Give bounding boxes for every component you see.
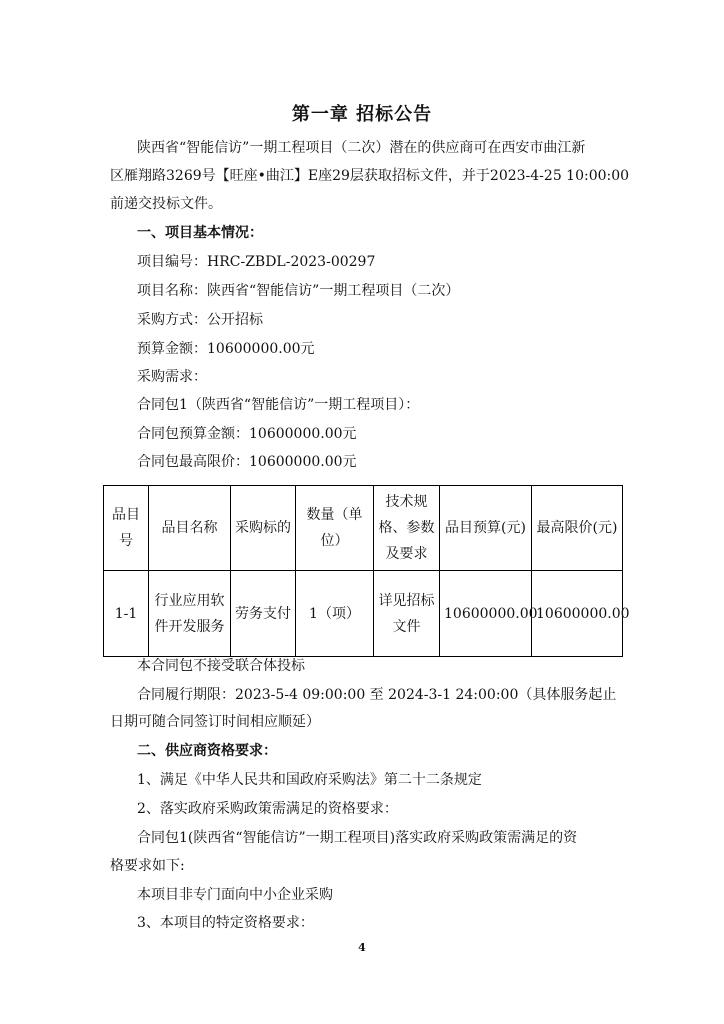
table-cell: 详见招标文件 — [374, 571, 440, 657]
intro-line-1: 陕西省“智能信访”一期工程项目（二次）潜在的供应商可在西安市曲江新 — [137, 140, 586, 156]
header-cell: 采购标的 — [231, 486, 296, 571]
requirement-2-detail: 本项目非专门面向中小企业采购 — [137, 887, 333, 903]
intro-line-3: 前递交投标文件。 — [110, 196, 222, 212]
table-cell: 10600000.00 — [440, 571, 532, 657]
package-max-price: 合同包最高限价：10600000.00元 — [137, 454, 357, 470]
section-heading-project-info: 一、项目基本情况： — [137, 225, 263, 241]
requirement-1: 1、满足《中华人民共和国政府采购法》第二十二条规定 — [137, 772, 482, 788]
no-consortium-note: 本合同包不接受联合体投标 — [137, 658, 305, 674]
table-cell: 1（项） — [296, 571, 374, 657]
contract-period-line-2: 日期可随合同签订时间相应顺延） — [110, 714, 320, 730]
header-cell: 品目名称 — [149, 486, 231, 571]
requirement-3: 3、本项目的特定资格要求： — [137, 915, 314, 931]
package-budget: 合同包预算金额：10600000.00元 — [137, 426, 357, 442]
requirement-2: 2、落实政府采购政策需满足的资格要求： — [137, 801, 398, 817]
table-header-row — [104, 486, 623, 571]
chapter-title: 第一章 招标公告 — [291, 104, 433, 125]
budget-amount: 预算金额：10600000.00元 — [137, 341, 315, 357]
header-cell: 最高限价(元) — [532, 486, 623, 571]
table-cell: 行业应用软件开发服务 — [149, 571, 231, 657]
table-row — [104, 571, 623, 657]
contract-period-line-1: 合同履行期限：2023-5-4 09:00:00 至 2024-3-1 24:00:00（具体服务起止 — [137, 687, 617, 703]
items-table — [103, 485, 630, 657]
procurement-method: 采购方式：公开招标 — [137, 312, 263, 328]
requirement-2-line-1: 合同包1(陕西省“智能信访”一期工程项目)落实政府采购政策需满足的资 — [137, 830, 578, 846]
table-cell: 1-1 — [104, 571, 149, 657]
contract-package: 合同包1（陕西省“智能信访”一期工程项目）： — [137, 397, 420, 413]
page-number: 4 — [358, 941, 366, 954]
section-heading-supplier-requirements: 二、供应商资格要求： — [137, 743, 277, 759]
project-number: 项目编号：HRC-ZBDL-2023-00297 — [137, 254, 376, 270]
requirement-2-line-2: 格要求如下: — [110, 858, 185, 874]
header-cell: 品目号 — [104, 486, 149, 571]
procurement-needs: 采购需求： — [137, 369, 207, 385]
header-cell: 品目预算(元) — [440, 486, 532, 571]
table-cell: 劳务支付 — [231, 571, 296, 657]
header-cell: 数量（单位） — [296, 486, 374, 571]
intro-line-2: 区雁翔路3269号【旺座•曲江】E座29层获取招标文件，并于2023-4-25 10:00:00 — [110, 168, 630, 184]
project-name: 项目名称：陕西省“智能信访”一期工程项目（二次） — [137, 283, 460, 299]
table-cell: 10600000.00 — [532, 571, 623, 657]
header-cell: 技术规格、参数及要求 — [374, 486, 440, 571]
